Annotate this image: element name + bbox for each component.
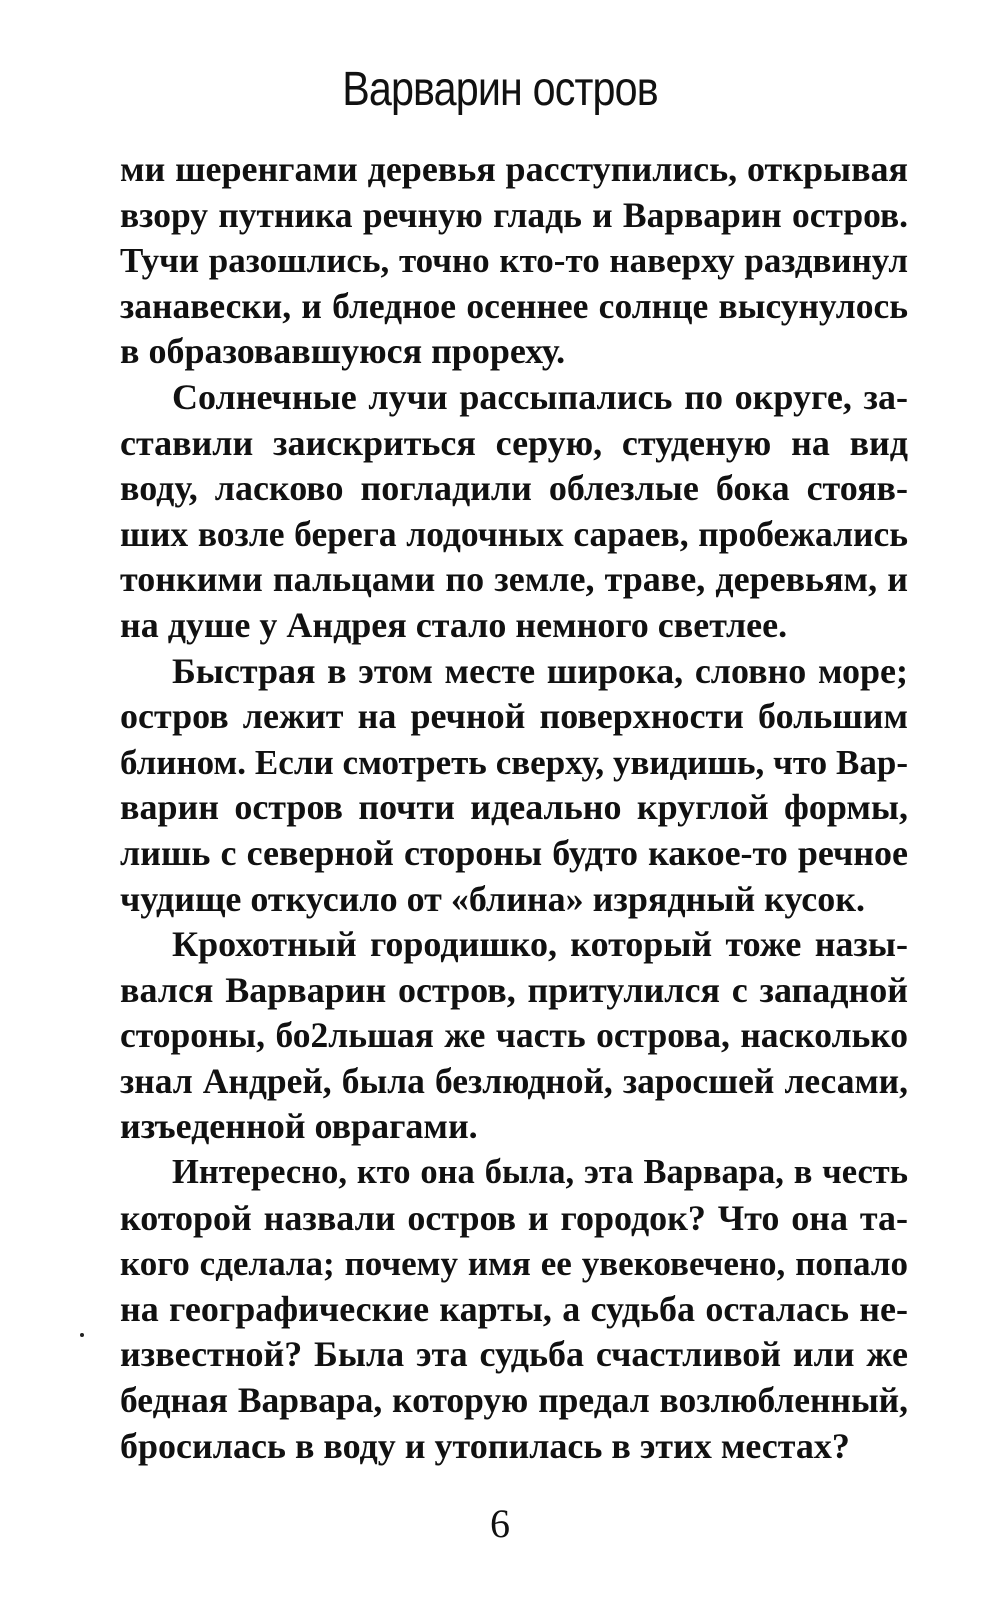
text-line: знал Андрей, была безлюдной, заросшей лесами,: [120, 1060, 908, 1101]
text-line: на душе у Андрея стало немного светлее.: [120, 604, 788, 645]
text-line: воду, ласково погладили облезлые бока стояв-: [120, 468, 908, 509]
text-line: лишь с северной стороны будто какое-то речное: [120, 832, 908, 873]
text-line: кого сделала; почему имя ее увековечено, попало: [120, 1244, 908, 1284]
text-line: взору путника речную гладь и Варварин остров.: [120, 194, 908, 235]
text-line: Интересно, кто она была, эта Варвара, в честь: [172, 1153, 908, 1192]
text-line: чудище откусило от «блина» изрядный кусок.: [120, 878, 865, 919]
text-line: бедная Варвара, которую предал возлюбленный,: [120, 1380, 908, 1421]
text-line: ших возле берега лодочных сараев, пробежались: [120, 513, 908, 554]
text-line: Крохотный городишко, который тоже назы-: [172, 924, 908, 965]
text-line: Быстрая в этом месте широка, словно море;: [172, 650, 908, 691]
text-line: известной? Была эта судьба счастливой или же: [120, 1334, 908, 1375]
text-line: на географические карты, а судьба осталась не-: [120, 1288, 908, 1329]
text-line: блином. Если смотреть сверху, увидишь, что Вар-: [120, 742, 908, 782]
text-line: которой назвали остров и городок? Что она та-: [120, 1197, 908, 1238]
text-line: занавески, и бледное осеннее солнце высунулось: [120, 285, 908, 326]
body-text: [120, 147, 908, 1469]
text-line: ми шеренгами деревья расступились, открывая: [120, 149, 908, 189]
text-line: варин остров почти идеально круглой формы,: [120, 787, 908, 828]
text-line: ставили заискриться серую, студеную на вид: [120, 422, 908, 463]
text-line: тонкими пальцами по земле, траве, деревьям, и: [120, 559, 908, 600]
text-line: Солнечные лучи рассыпались по округе, за-: [172, 376, 908, 417]
text-line: вался Варварин остров, притулился с западной: [120, 969, 908, 1010]
text-line: Тучи разошлись, точно кто-то наверху раздвинул: [120, 241, 908, 281]
page-number: 6: [490, 1501, 510, 1546]
text-line: изъеденной оврагами.: [120, 1106, 478, 1147]
running-header: Варварин остров: [342, 63, 658, 116]
text-line: бросилась в воду и утопилась в этих местах?: [120, 1425, 850, 1466]
text-line: остров лежит на речной поверхности большим: [120, 696, 908, 737]
stray-ink-dot: [80, 1333, 84, 1337]
text-line: в образовавшуюся прореху.: [120, 331, 566, 372]
text-line: стороны, бо2льшая же часть острова, насколько: [120, 1015, 908, 1056]
